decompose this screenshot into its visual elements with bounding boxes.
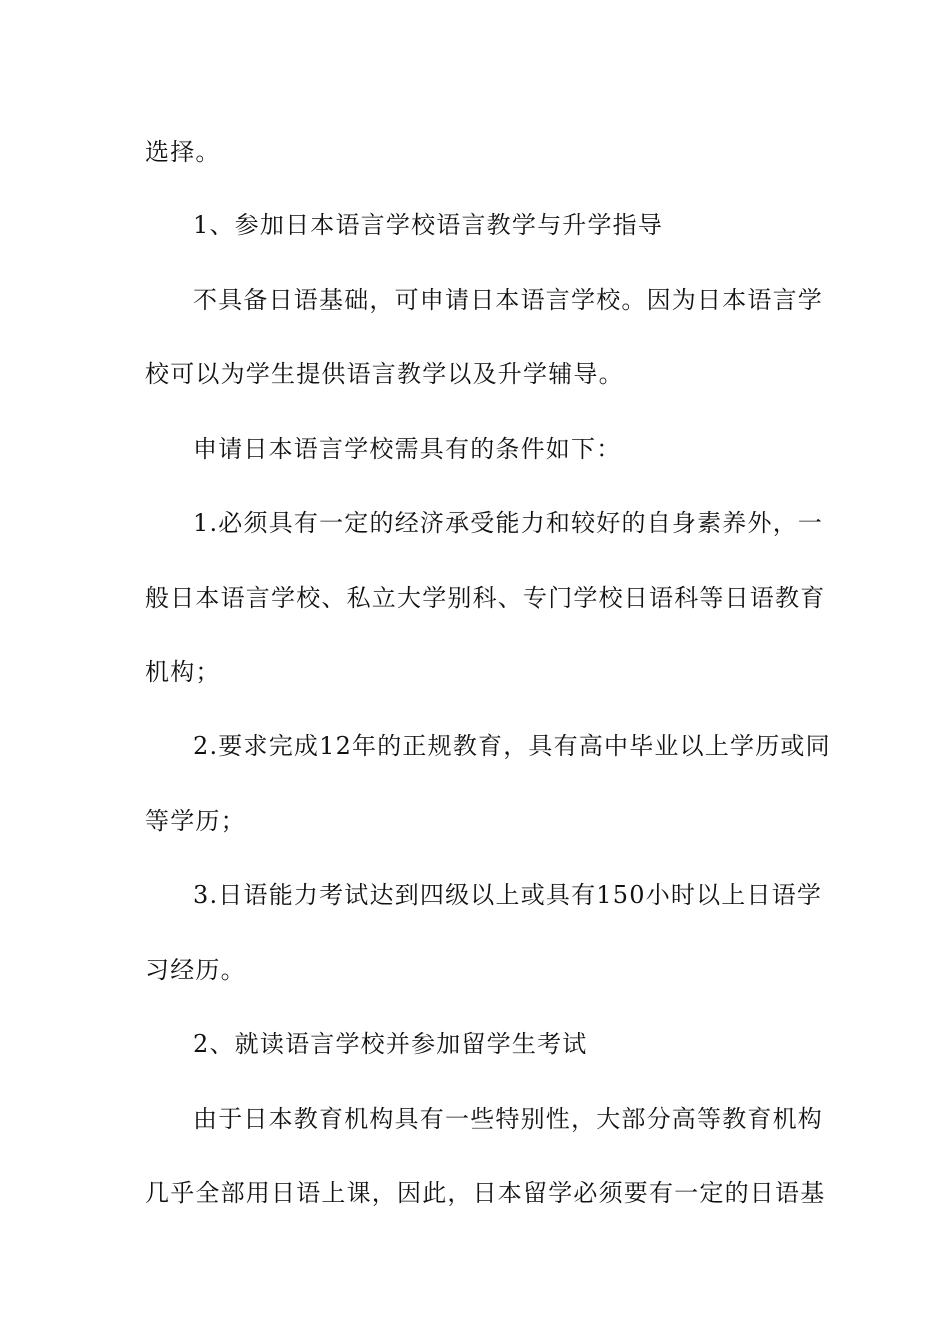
paragraph-line: 几乎全部用日语上课，因此，日本留学必须要有一定的日语基 <box>145 1179 826 1207</box>
list-item-line: 3.日语能力考试达到四级以上或具有150小时以上日语学 <box>193 881 823 909</box>
paragraph-line: 申请日本语言学校需具有的条件如下： <box>193 435 622 463</box>
list-item-line: 机构； <box>145 658 221 686</box>
list-item-line: 习经历。 <box>145 956 246 984</box>
paragraph-line: 选择。 <box>145 138 221 166</box>
paragraph-line: 不具备日语基础，可申请日本语言学校。因为日本语言学 <box>193 286 823 314</box>
list-item-line: 1.必须具有一定的经济承受能力和较好的自身素养外，一 <box>193 509 824 537</box>
list-item-line: 等学历； <box>145 807 246 835</box>
list-item-line: 般日本语言学校、私立大学别科、专门学校日语科等日语教育 <box>145 584 826 612</box>
list-item-line: 2.要求完成12年的正规教育，具有高中毕业以上学历或同 <box>193 732 831 760</box>
section-heading: 2、就读语言学校并参加留学生考试 <box>193 1030 588 1058</box>
section-heading: 1、参加日本语言学校语言教学与升学指导 <box>193 211 664 239</box>
paragraph-line: 校可以为学生提供语言教学以及升学辅导。 <box>145 360 624 388</box>
paragraph-line: 由于日本教育机构具有一些特别性，大部分高等教育机构 <box>193 1105 823 1133</box>
